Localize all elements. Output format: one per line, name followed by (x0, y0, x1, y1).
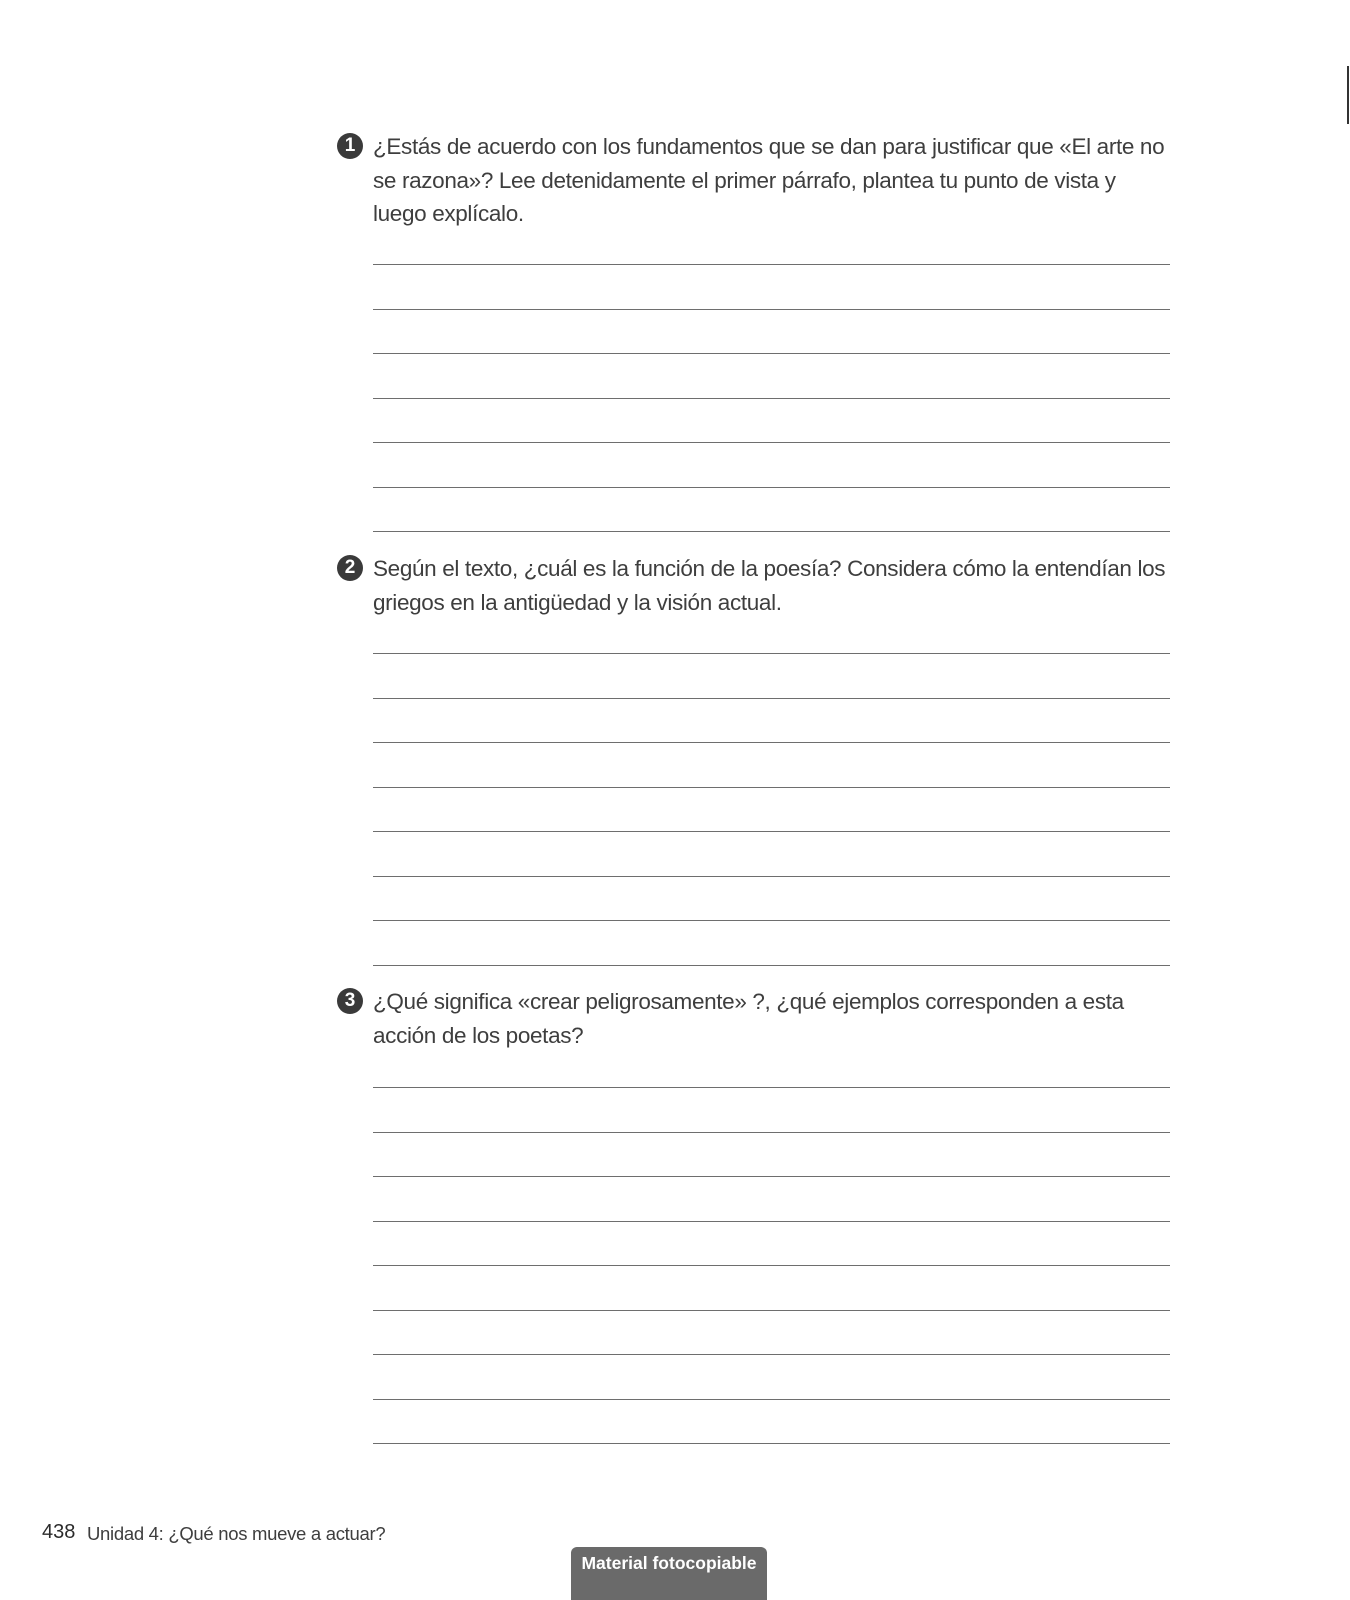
answer-line[interactable] (373, 353, 1170, 354)
answer-line[interactable] (373, 398, 1170, 399)
answer-line[interactable] (373, 1354, 1170, 1355)
photocopiable-badge (571, 1547, 767, 1600)
answer-line[interactable] (373, 742, 1170, 743)
answer-line[interactable] (373, 1310, 1170, 1311)
page-number: 438 (42, 1521, 76, 1543)
answer-line[interactable] (373, 965, 1170, 966)
answer-line[interactable] (373, 531, 1170, 532)
answer-line[interactable] (373, 787, 1170, 788)
answer-line[interactable] (373, 1087, 1170, 1088)
question-2-header (337, 552, 1167, 619)
answer-line[interactable] (373, 442, 1170, 443)
question-number-badge: 3 (337, 988, 363, 1014)
answer-line[interactable] (373, 920, 1170, 921)
answer-line[interactable] (373, 831, 1170, 832)
question-3 (337, 985, 1167, 1052)
answer-line[interactable] (373, 264, 1170, 265)
question-1-header (337, 130, 1167, 231)
answer-line[interactable] (373, 1443, 1170, 1444)
question-1 (337, 130, 1167, 231)
question-2 (337, 552, 1167, 619)
answer-line[interactable] (373, 653, 1170, 654)
question-1-text: ¿Estás de acuerdo con los fundamentos que se dan para justificar que «El arte no se razona»? Lee detenidamente el primer párrafo, plantea tu punto de vista y luego explícalo. (373, 134, 1165, 226)
answer-line[interactable] (373, 1176, 1170, 1177)
answer-line[interactable] (373, 1221, 1170, 1222)
answer-line[interactable] (373, 698, 1170, 699)
answer-line[interactable] (373, 487, 1170, 488)
question-number-badge: 1 (337, 133, 363, 159)
question-2-text: Según el texto, ¿cuál es la función de la poesía? Considera cómo la entendían los griegos en la antigüedad y la visión actual. (373, 556, 1166, 615)
question-3-text: ¿Qué significa «crear peligrosamente» ?, ¿qué ejemplos corresponden a esta acción de los poetas? (373, 989, 1124, 1048)
question-3-header (337, 985, 1167, 1052)
answer-line[interactable] (373, 1132, 1170, 1133)
question-number-badge: 2 (337, 555, 363, 581)
photocopiable-badge-label: Material fotocopiable (581, 1553, 757, 1573)
answer-line[interactable] (373, 1265, 1170, 1266)
answer-line[interactable] (373, 1399, 1170, 1400)
answer-line[interactable] (373, 309, 1170, 310)
answer-line[interactable] (373, 876, 1170, 877)
page-edge-mark (1347, 66, 1349, 124)
unit-title: Unidad 4: ¿Qué nos mueve a actuar? (87, 1523, 386, 1544)
